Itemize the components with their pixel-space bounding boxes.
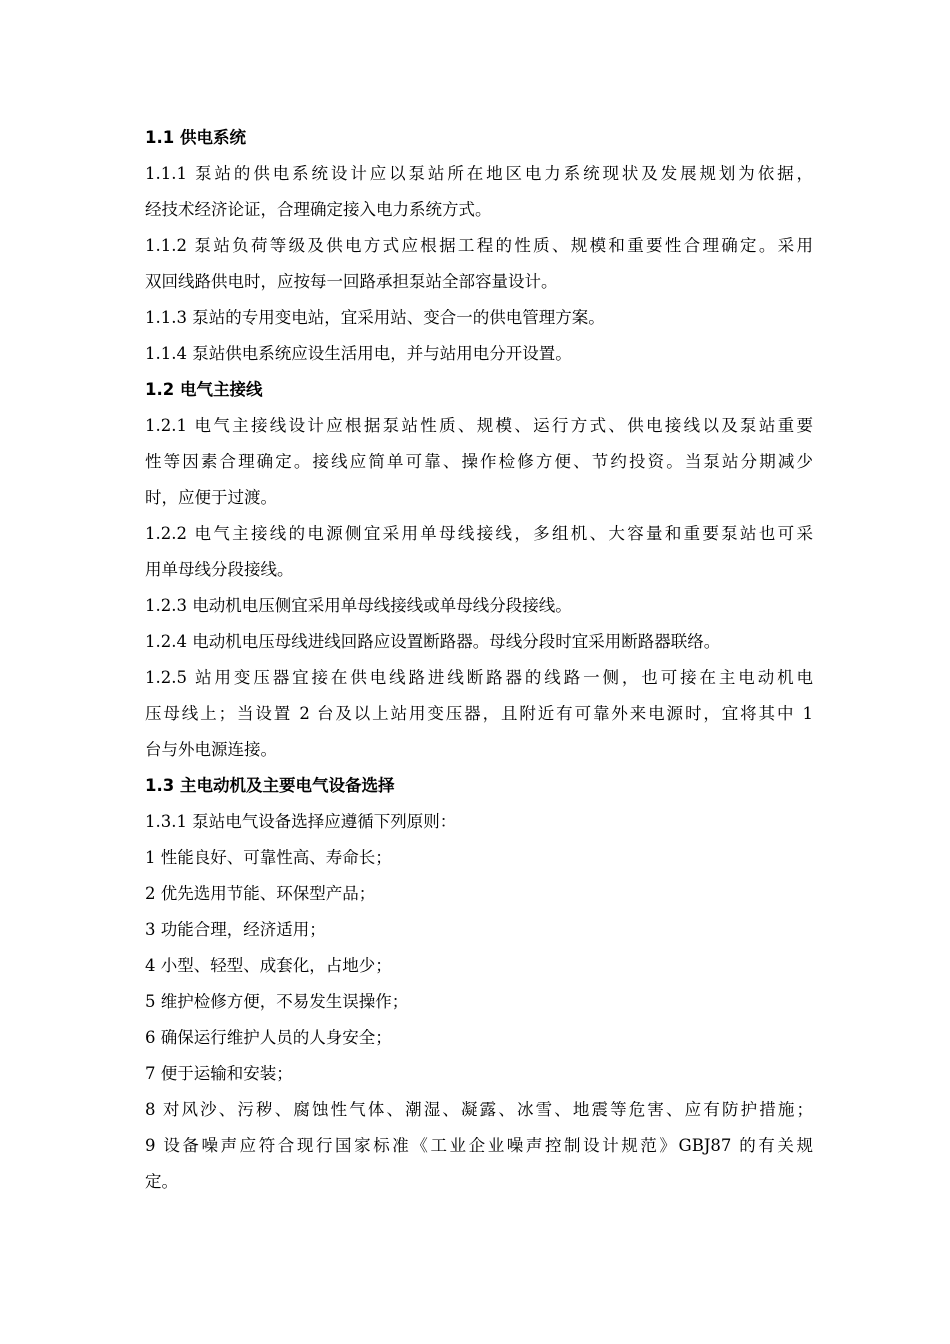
paragraph-line: 1.1.3 泵站的专用变电站，宜采用站、变合一的供电管理方案。	[145, 308, 605, 327]
paragraph-line: 1.3.1 泵站电气设备选择应遵循下列原则：	[145, 812, 457, 831]
paragraph-line: 1.2.1 电气主接线设计应根据泵站性质、规模、运行方式、供电接线以及泵站重要	[145, 416, 813, 435]
list-item: 7 便于运输和安装；	[145, 1064, 293, 1083]
paragraph-line: 1.1.4 泵站供电系统应设生活用电，并与站用电分开设置。	[145, 344, 572, 363]
list-item: 1 性能良好、可靠性高、寿命长；	[145, 848, 392, 867]
list-item: 定。	[145, 1172, 178, 1191]
paragraph-line: 用单母线分段接线。	[145, 560, 294, 579]
paragraph-line: 1.1.1 泵站的供电系统设计应以泵站所在地区电力系统现状及发展规划为依据，	[145, 164, 813, 183]
section-heading-1-2: 1.2 电气主接线	[145, 380, 263, 399]
paragraph-line: 1.2.2 电气主接线的电源侧宜采用单母线接线，多组机、大容量和重要泵站也可采	[145, 524, 813, 543]
paragraph-line: 1.2.3 电动机电压侧宜采用单母线接线或单母线分段接线。	[145, 596, 572, 615]
list-item: 3 功能合理，经济适用；	[145, 920, 326, 939]
paragraph-line: 时，应便于过渡。	[145, 488, 277, 507]
section-heading-1-3: 1.3 主电动机及主要电气设备选择	[145, 776, 395, 795]
paragraph-line: 双回线路供电时，应按每一回路承担泵站全部容量设计。	[145, 272, 558, 291]
list-item: 2 优先选用节能、环保型产品；	[145, 884, 376, 903]
list-item: 6 确保运行维护人员的人身安全；	[145, 1028, 392, 1047]
document-page	[145, 120, 813, 1200]
paragraph-line: 1.1.2 泵站负荷等级及供电方式应根据工程的性质、规模和重要性合理确定。采用	[145, 236, 813, 255]
paragraph-line: 经技术经济论证，合理确定接入电力系统方式。	[145, 200, 492, 219]
paragraph-line: 性等因素合理确定。接线应简单可靠、操作检修方便、节约投资。当泵站分期减少	[145, 452, 813, 471]
paragraph-line: 1.2.4 电动机电压母线进线回路应设置断路器。母线分段时宜采用断路器联络。	[145, 632, 721, 651]
paragraph-line: 压母线上；当设置 2 台及以上站用变压器，且附近有可靠外来电源时，宜将其中 1	[145, 704, 813, 723]
section-heading-1-1: 1.1 供电系统	[145, 128, 246, 147]
list-item: 8 对风沙、污秽、腐蚀性气体、潮湿、凝露、冰雪、地震等危害、应有防护措施；	[145, 1100, 813, 1119]
list-item: 4 小型、轻型、成套化，占地少；	[145, 956, 392, 975]
list-item: 9 设备噪声应符合现行国家标准《工业企业噪声控制设计规范》GBJ87 的有关规	[145, 1136, 813, 1155]
paragraph-line: 1.2.5 站用变压器宜接在供电线路进线断路器的线路一侧，也可接在主电动机电	[145, 668, 813, 687]
list-item: 5 维护检修方便，不易发生误操作；	[145, 992, 409, 1011]
paragraph-line: 台与外电源连接。	[145, 740, 277, 759]
